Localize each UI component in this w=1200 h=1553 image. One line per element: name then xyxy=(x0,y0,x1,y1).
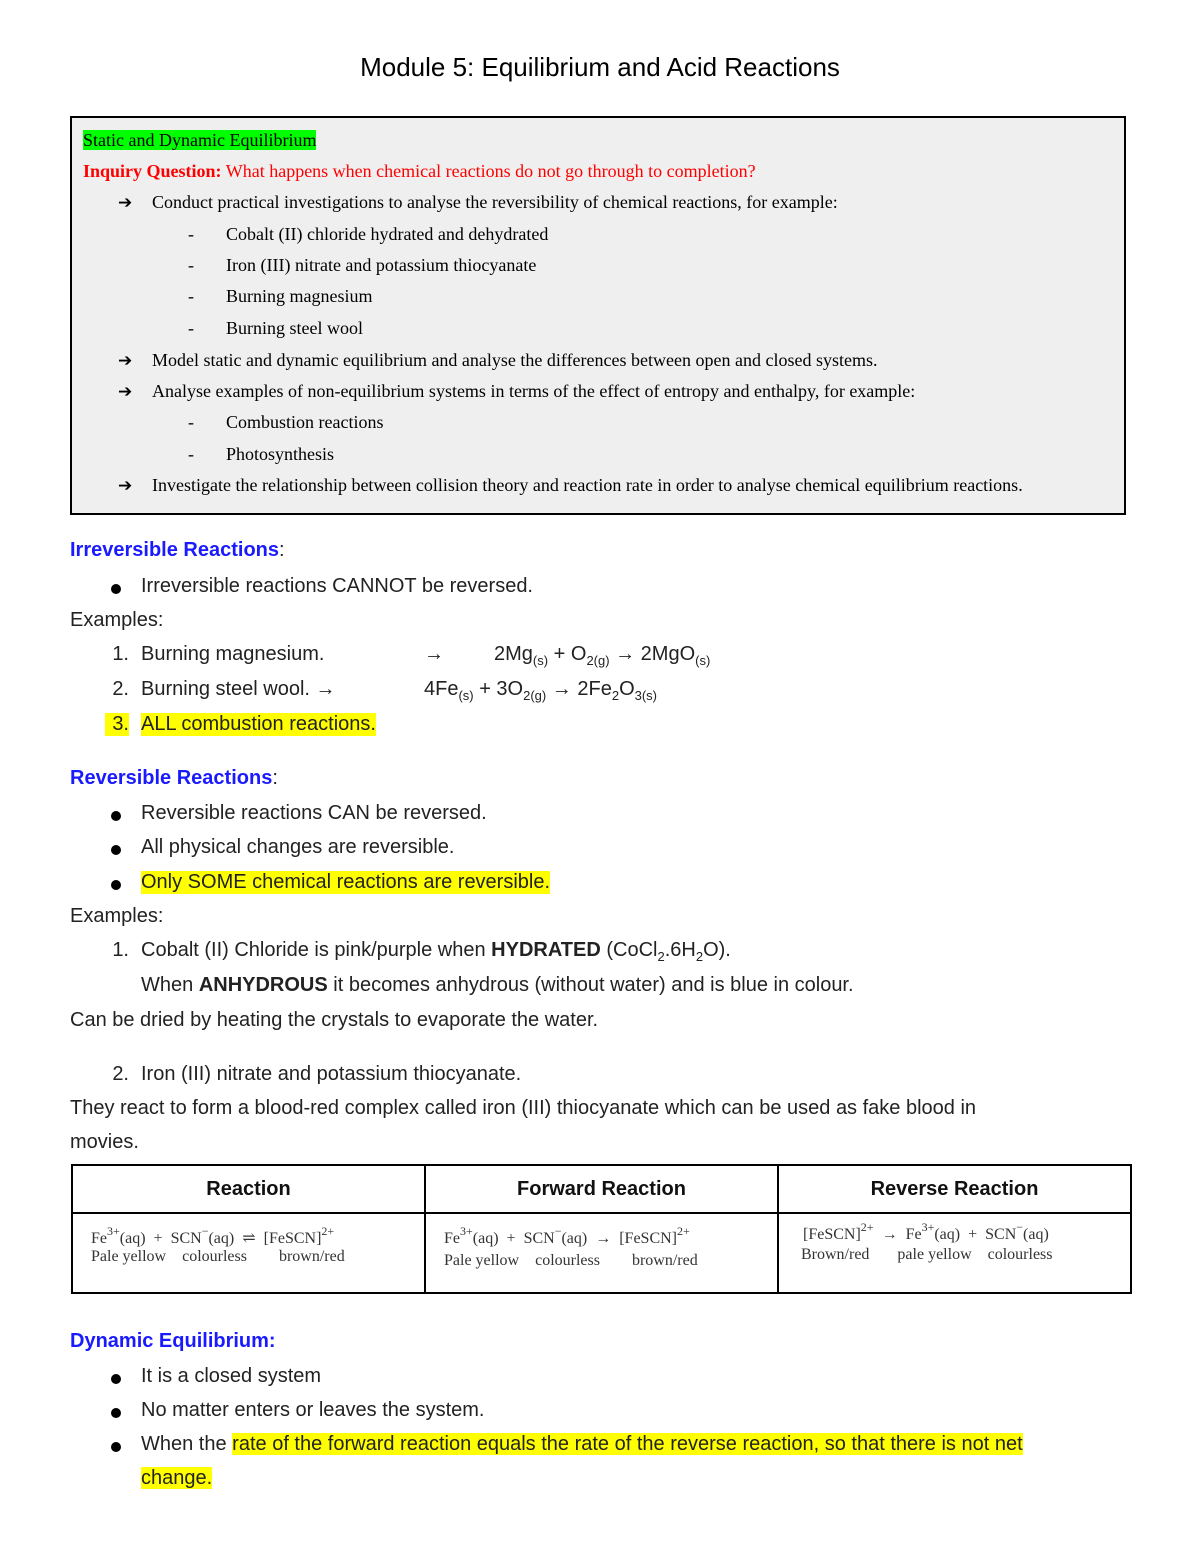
reversible-heading: Reversible Reactions: xyxy=(70,767,278,789)
syllabus-box xyxy=(70,116,1126,515)
list-item: Reversible reactions CAN be reversed. xyxy=(141,802,487,825)
example-item: 2. Iron (III) nitrate and potassium thiocyanate. xyxy=(112,1063,522,1085)
syllabus-subitem: - Iron (III) nitrate and potassium thiocyanate xyxy=(188,255,537,275)
bullet-icon xyxy=(111,584,121,594)
examples-label: Examples: xyxy=(70,609,164,631)
dynamic-heading: Dynamic Equilibrium: xyxy=(70,1330,276,1352)
syllabus-subitem: - Burning steel wool xyxy=(188,318,363,338)
reverse-equation-image: [FeSCN]$^{2+}$ → $Fe^{3+}(aq) + SCN^-(aq)$ Brown/red pale yellow colourless xyxy=(801,1220,1053,1263)
example-item: 1. Burning magnesium. xyxy=(112,643,325,665)
reaction-table xyxy=(71,1164,1132,1294)
bullet-icon xyxy=(111,845,121,855)
paragraph: movies. xyxy=(70,1131,139,1153)
syllabus-subitem: - Cobalt (II) chloride hydrated and dehydrated xyxy=(188,224,549,244)
example-continuation: When ANHYDROUS it becomes anhydrous (without water) and is blue in colour. xyxy=(141,974,854,996)
bullet-icon xyxy=(111,811,121,821)
paragraph: They react to form a blood-red complex called iron (III) thiocyanate which can be used as fake blood in xyxy=(70,1097,977,1119)
example-item: 1. Cobalt (II) Chloride is pink/purple when HYDRATED $(CoCl_2.6H_2O)$. xyxy=(112,939,731,964)
irreversible-heading: Irreversible Reactions: xyxy=(70,539,285,561)
equation-magnesium: $2Mg_{(s)} + O_{2(g)} \to 2MgO_{(s)}$ xyxy=(494,643,711,668)
inquiry-question: Inquiry Question: What happens when chemical reactions do not go through to completion? xyxy=(83,161,756,181)
arrow-icon: ➔ xyxy=(118,382,133,402)
arrow-icon: ➔ xyxy=(118,351,133,371)
table-row xyxy=(72,1213,1131,1293)
list-item: All physical changes are reversible. xyxy=(141,836,455,859)
example-item: 3. ALL combustion reactions. xyxy=(141,713,376,736)
bullet-icon xyxy=(111,880,121,890)
list-item-continuation: change. xyxy=(141,1467,213,1489)
reaction-arrow: → xyxy=(424,643,444,665)
arrow-icon: ➔ xyxy=(118,476,133,496)
table-cell xyxy=(425,1213,778,1293)
box-heading: Static and Dynamic Equilibrium xyxy=(83,130,317,150)
forward-equation-image: $Fe^{3+}(aq) + SCN^-(aq)$ → [FeSCN]$^{2+}$ Pale yellow colourless brown/red xyxy=(444,1224,698,1269)
table-cell xyxy=(778,1213,1131,1293)
syllabus-item: ➔ Investigate the relationship between collision theory and reaction rate in order to analyse chemical equilibrium reactions. xyxy=(118,475,1023,496)
page-title: Module 5: Equilibrium and Acid Reactions xyxy=(360,52,840,82)
list-item: It is a closed system xyxy=(141,1365,321,1388)
bullet-icon xyxy=(111,1408,121,1418)
paragraph: Can be dried by heating the crystals to evaporate the water. xyxy=(70,1009,599,1031)
table-header: Reaction xyxy=(72,1165,425,1213)
examples-label: Examples: xyxy=(70,905,164,927)
list-item: When the rate of the forward reaction equals the rate of the reverse reaction, so that there is not net xyxy=(141,1433,1023,1456)
syllabus-item: ➔ Conduct practical investigations to analyse the reversibility of chemical reactions, for example: xyxy=(118,192,838,213)
syllabus-subitem: - Photosynthesis xyxy=(188,444,335,464)
syllabus-item: ➔ Model static and dynamic equilibrium and analyse the differences between open and closed systems. xyxy=(118,350,878,371)
list-item: No matter enters or leaves the system. xyxy=(141,1399,484,1422)
syllabus-subitem: - Combustion reactions xyxy=(188,412,384,432)
equation-steel-wool: $4Fe_{(s)} + 3O_{2(g)} \to 2Fe_2O_{3(s)}$ xyxy=(424,678,658,703)
arrow-icon: ➔ xyxy=(118,193,133,213)
example-item: 2. Burning steel wool. → xyxy=(112,678,336,700)
table-header: Forward Reaction xyxy=(425,1165,778,1213)
reaction-equation-image: $Fe^{3+}(aq) + SCN^-(aq)$ ⇌ [FeSCN]$^{2+}$ Pale yellow colourless brown/red xyxy=(91,1224,345,1265)
list-item: Only SOME chemical reactions are reversible. xyxy=(141,871,550,894)
bullet-icon xyxy=(111,1442,121,1452)
syllabus-item: ➔ Analyse examples of non-equilibrium systems in terms of the effect of entropy and enthalpy, for example: xyxy=(118,381,916,402)
list-item: Irreversible reactions CANNOT be reversed. xyxy=(141,575,533,598)
syllabus-subitem: - Burning magnesium xyxy=(188,286,373,306)
table-header: Reverse Reaction xyxy=(778,1165,1131,1213)
table-header-row xyxy=(72,1165,1131,1213)
bullet-icon xyxy=(111,1374,121,1384)
table-cell xyxy=(72,1213,425,1293)
